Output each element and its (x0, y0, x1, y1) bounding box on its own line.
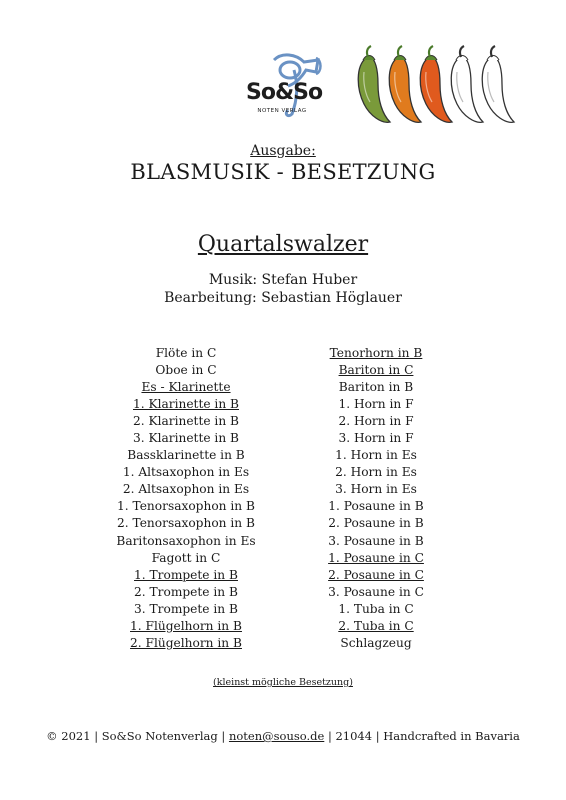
part-item: 2. Klarinette in B (132, 414, 240, 429)
chili-icon (420, 46, 452, 122)
part-item: 1. Posaune in B (328, 499, 424, 514)
part-item: Es - Klarinette (141, 380, 231, 395)
footer-suffix: | 21044 | Handcrafted in Bavaria (324, 729, 520, 743)
part-item: Bariton in C (338, 363, 414, 378)
part-item: 3. Trompete in B (134, 601, 238, 616)
part-item: 1. Klarinette in B (132, 397, 240, 412)
part-item: 2. Horn in F (338, 414, 414, 429)
part-item: 1. Trompete in B (134, 567, 238, 582)
part-item: Flöte in C (155, 346, 217, 360)
footer-email-link[interactable]: noten@souso.de (228, 729, 325, 743)
chili-icon (451, 46, 483, 122)
part-item: 2. Trompete in B (134, 584, 238, 599)
chili-icon (358, 46, 390, 122)
part-item: Bassklarinette in B (127, 448, 245, 463)
edition-label: Ausgabe: (250, 143, 316, 159)
part-item: Baritonsaxophon in Es (116, 533, 256, 548)
composer-line: Musik: Stefan Huber (208, 272, 358, 288)
difficulty-rating (352, 44, 522, 129)
parts-list-right (276, 345, 476, 652)
chili-icon (389, 46, 421, 122)
part-item: 1. Horn in Es (335, 448, 417, 463)
part-item: 1. Tenorsaxophon in B (117, 499, 255, 514)
part-item: 2. Tuba in C (338, 618, 414, 633)
edition-title: BLASMUSIK - BESETZUNG (130, 160, 436, 184)
part-item: Bariton in B (338, 380, 414, 395)
part-item: 2. Altsaxophon in Es (122, 482, 250, 497)
logo-text: So&So (246, 80, 323, 105)
parts-list-left (86, 345, 286, 652)
part-item: 2. Posaune in B (328, 516, 424, 531)
part-item: Schlagzeug (340, 635, 412, 650)
part-item: 3. Horn in Es (335, 482, 417, 497)
publisher-logo (246, 50, 324, 122)
part-item: 1. Horn in F (338, 397, 414, 412)
part-item: 2. Tenorsaxophon in B (117, 516, 255, 531)
part-item: 3. Klarinette in B (132, 431, 240, 446)
part-item: Tenorhorn in B (329, 346, 423, 360)
part-item: Oboe in C (155, 363, 217, 378)
part-item: 3. Posaune in B (328, 533, 424, 548)
part-item: 2. Horn in Es (335, 465, 417, 480)
part-item: Fagott in C (151, 550, 221, 565)
part-item: 3. Horn in F (338, 431, 414, 446)
part-item: 1. Flügelhorn in B (130, 618, 242, 633)
part-item: 1. Altsaxophon in Es (122, 465, 250, 480)
chili-icon (482, 46, 514, 122)
part-item: 1. Tuba in C (338, 601, 414, 616)
logo-subtext: NOTEN VERLAG (257, 108, 307, 114)
part-item: 2. Flügelhorn in B (130, 635, 242, 650)
part-item: 1. Posaune in C (328, 550, 424, 565)
minimum-instrumentation-note: (kleinst mögliche Besetzung) (213, 677, 353, 688)
piece-title: Quartalswalzer (197, 232, 369, 257)
arranger-line: Bearbeitung: Sebastian Höglauer (164, 290, 402, 306)
footer-prefix: © 2021 | So&So Notenverlag | (46, 729, 229, 743)
part-item: 2. Posaune in C (328, 567, 424, 582)
part-item: 3. Posaune in C (328, 584, 424, 599)
footer (0, 729, 566, 743)
